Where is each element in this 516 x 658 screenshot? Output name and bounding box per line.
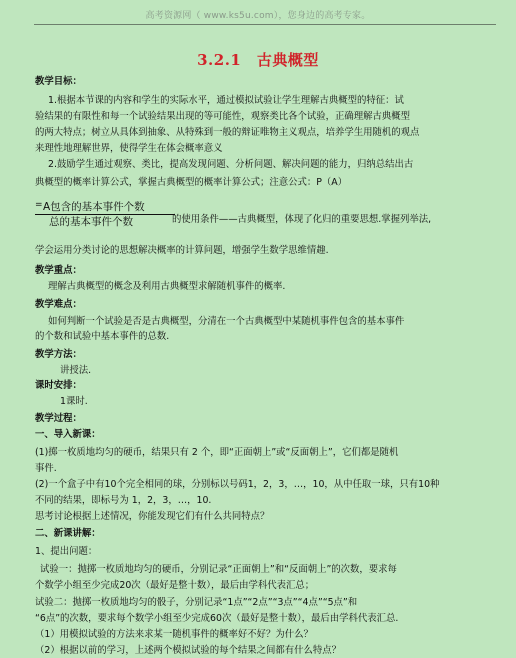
question-heading: 1、提出问题： — [35, 546, 98, 557]
goal-heading: 教学目标： — [35, 76, 82, 87]
question-1: （1）用模拟试验的方法来求某一随机事件的概率好不好？为什么？ — [35, 629, 313, 640]
key-heading: 教学重点： — [35, 265, 82, 276]
part-1-heading: 一、导入新课： — [35, 429, 101, 440]
method-text: 讲授法. — [60, 365, 92, 376]
header-divider — [34, 24, 496, 25]
item-2-line-a: (2)一个盒子中有10个完全相同的球，分别标以号码1，2，3，…，10，从中任取一球，只有10种 — [35, 479, 440, 490]
key-text: 理解古典概型的概念及利用古典概型求解随机事件的概率. — [48, 281, 286, 292]
probability-formula — [35, 200, 175, 229]
trial-2-line-a: 试验二：抛掷一枚质地均匀的骰子，分别记录“1点”“2点”“3点”“4点”“5点”和 — [35, 597, 358, 608]
difficulty-heading: 教学难点： — [35, 299, 82, 310]
part-2-heading: 二、新课讲解： — [35, 528, 101, 539]
hours-heading: 课时安排： — [35, 380, 82, 391]
formula-numerator: A包含的基本事件个数 — [43, 201, 145, 213]
item-1-line-b: 事件. — [35, 463, 57, 474]
difficulty-line-a: 如何判断一个试验是否是古典概型，分清在一个古典概型中某随机事件包含的基本事件 — [48, 316, 405, 327]
item-2-line-b: 不同的结果，即标号为 1，2，3，…，10. — [35, 495, 212, 506]
goal-1-line-d: 来理性地理解世界，使得学生在体会概率意义 — [35, 143, 223, 154]
goal-2-line-b: 典概型的概率计算公式，掌握古典概型的概率计算公式；注意公式：P（A） — [35, 177, 348, 188]
process-heading: 教学过程： — [35, 413, 82, 424]
goal-2-line-c: 学会运用分类讨论的思想解决概率的计算问题，增强学生数学思维情趣. — [35, 245, 329, 256]
discussion-prompt: 思考讨论根据上述情况，你能发现它们有什么共同特点？ — [35, 511, 270, 522]
formula-denominator: 总的基本事件个数 — [35, 214, 175, 229]
page-title: 3.2.1 古典概型 — [197, 51, 319, 69]
difficulty-line-b: 的个数和试验中基本事件的总数. — [35, 331, 170, 342]
goal-1-line-a: 1.根据本节课的内容和学生的实际水平，通过模拟试验让学生理解古典概型的特征：试 — [48, 95, 404, 106]
goal-1-line-c: 的两大特点；树立从具体到抽象、从特殊到一般的辩证唯物主义观点，培养学生用随机的观点 — [35, 127, 420, 138]
trial-2-line-b: “6点”的次数，要求每个数学小组至少完成60次（最好是整十数），最后由学科代表汇总. — [35, 613, 399, 624]
formula-equals: = — [35, 200, 43, 210]
goal-2-line-a: 2.鼓励学生通过观察、类比，提高发现问题、分析问题、解决问题的能力，归纳总结出古 — [48, 159, 414, 170]
question-2: （2）根据以前的学习，上述两个模拟试验的每个结果之间都有什么特点？ — [35, 645, 341, 656]
goal-1-line-b: 验结果的有限性和每一个试验结果出现的等可能性，观察类比各个试验，正确理解古典概型 — [35, 111, 411, 122]
method-heading: 教学方法： — [35, 349, 82, 360]
page-header: 高考资源网（ www.ks5u.com），您身边的高考专家。 — [145, 11, 371, 21]
trial-1-line-a: 试验一：抛掷一枚质地均匀的硬币，分别记录“正面朝上”和“反面朝上”的次数，要求每 — [40, 564, 397, 575]
item-1-line-a: (1)掷一枚质地均匀的硬币，结果只有 2 个，即“正面朝上”或“反面朝上”，它们都是随机 — [35, 447, 399, 458]
formula-tail: 的使用条件——古典概型，体现了化归的重要思想.掌握列举法, — [172, 214, 432, 225]
trial-1-line-b: 个数学小组至少完成20次（最好是整十数），最后由学科代表汇总； — [35, 580, 315, 591]
hours-text: 1课时. — [60, 396, 88, 407]
